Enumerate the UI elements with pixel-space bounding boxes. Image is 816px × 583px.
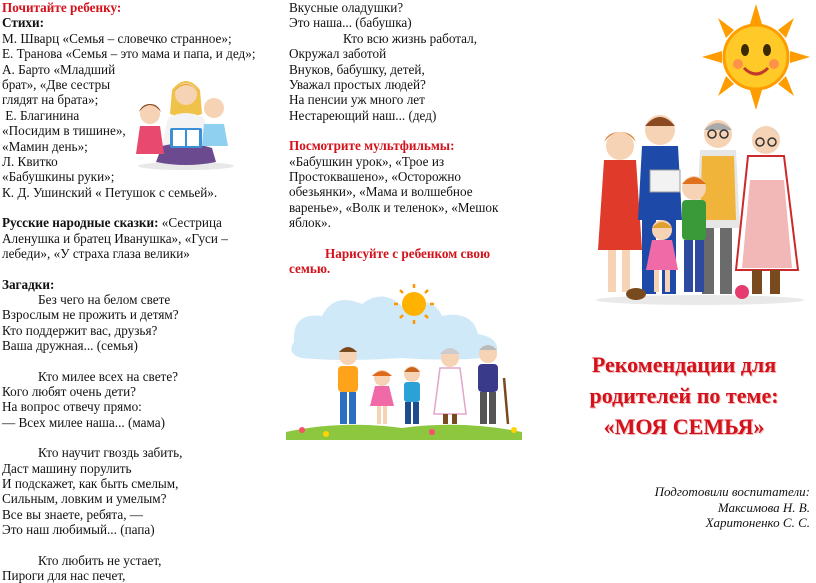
author-name: Харитоненко С. С.: [705, 515, 810, 530]
riddle-line: Пироги для нас печет,: [2, 568, 126, 583]
tales-line: [2, 215, 264, 230]
riddle-line: На пенсии уж много лет: [289, 92, 425, 108]
riddles-label: Загадки:: [2, 276, 55, 292]
cartoon-line: яблок».: [289, 215, 331, 231]
read-heading: Почитайте ребенку:: [2, 0, 122, 15]
draw-line: семью.: [289, 261, 331, 277]
riddle-line: Даст машину порулить: [2, 460, 132, 476]
riddle-line: Кто поддержит вас, друзья?: [2, 322, 158, 338]
tales-line: Аленушка и братец Иванушка», «Гуси –: [2, 230, 228, 246]
poem-line: М. Шварц «Семья – словечко странное»;: [2, 30, 232, 46]
big-family-illustration: [590, 100, 810, 305]
riddle-line: Кто любить не устает,: [38, 552, 162, 568]
author-name: Максимова Н. В.: [717, 499, 810, 515]
cartoon-line: Простоквашено», «Осторожно: [289, 169, 462, 185]
poem-line: «Посидим в тишине»,: [2, 123, 126, 139]
title-line: родителей по теме:: [589, 383, 779, 408]
riddle-line: Взрослым не прожить и детям?: [2, 307, 179, 323]
poem-line: «Мамин день»;: [2, 138, 88, 154]
riddle-line: Это наш любимый... (папа): [2, 522, 155, 538]
riddle-line: Внуков, бабушку, детей,: [289, 61, 425, 77]
poems-label: Стихи:: [2, 15, 45, 31]
title-line: Рекомендации для: [591, 352, 777, 377]
cartoon-line: варенье», «Волк и теленок», «Мешок: [289, 199, 499, 215]
tales-text: «Сестрица: [158, 215, 222, 231]
riddle-line: Кто милее всех на свете?: [38, 368, 179, 384]
riddle-line: — Всех милее наша... (мама): [2, 414, 165, 430]
riddle-line: Вкусные оладушки?: [289, 0, 404, 15]
poem-line: Е. Благинина: [2, 107, 80, 123]
tales-line: лебеди», «У страха глаза велики»: [2, 246, 190, 262]
smiling-sun-icon: [702, 4, 810, 110]
family-meadow-illustration: [282, 282, 526, 442]
riddle-line: Окружал заботой: [289, 46, 387, 62]
draw-line: Нарисуйте с ребенком свою: [325, 245, 491, 261]
cartoon-line: «Бабушкин урок», «Трое из: [289, 153, 445, 169]
poem-line: «Бабушкины руки»;: [2, 169, 115, 185]
poem-line: А. Барто «Младший: [2, 61, 116, 77]
poem-line: Л. Квитко: [2, 154, 58, 170]
riddle-line: Без чего на белом свете: [38, 291, 171, 307]
column-middle: [289, 0, 519, 277]
authors-block: [655, 484, 810, 531]
riddle-line: Сильным, ловким и умелым?: [2, 491, 167, 507]
poem-line: К. Д. Ушинский « Петушок с семьей».: [2, 184, 218, 200]
riddle-line: Все вы знаете, ребята, —: [2, 506, 143, 522]
poem-line: Е. Транова «Семья – это мама и папа, и дед»;: [2, 46, 256, 62]
poem-line: глядят на брата»;: [2, 92, 99, 108]
poem-line: брат», «Две сестры: [2, 77, 111, 93]
riddle-line: Кто научит гвоздь забить,: [38, 445, 183, 461]
riddle-line: И подскажет, как быть смелым,: [2, 475, 179, 491]
riddle-line: Ваша дружная... (семья): [2, 338, 138, 354]
riddle-line: На вопрос отвечу прямо:: [2, 399, 142, 415]
prepared-by-label: Подготовили воспитатели:: [654, 484, 810, 499]
cartoons-label: Посмотрите мультфильмы:: [289, 138, 455, 154]
mother-reading-illustration: [132, 70, 236, 170]
riddle-line: Нестареющий наш... (дед): [289, 107, 437, 123]
riddle-line: Это наша... (бабушка): [289, 15, 412, 31]
riddle-line: Уважал простых людей?: [289, 77, 426, 93]
riddle-line: Кого любят очень дети?: [2, 383, 136, 399]
title-line: «МОЯ СЕМЬЯ»: [603, 414, 765, 439]
tales-label: Русские народные сказки:: [2, 215, 159, 231]
cartoon-line: обезьянки», «Мама и волшебное: [289, 184, 473, 200]
riddle-line: Кто всю жизнь работал,: [343, 30, 478, 46]
brochure-title: [560, 349, 808, 442]
